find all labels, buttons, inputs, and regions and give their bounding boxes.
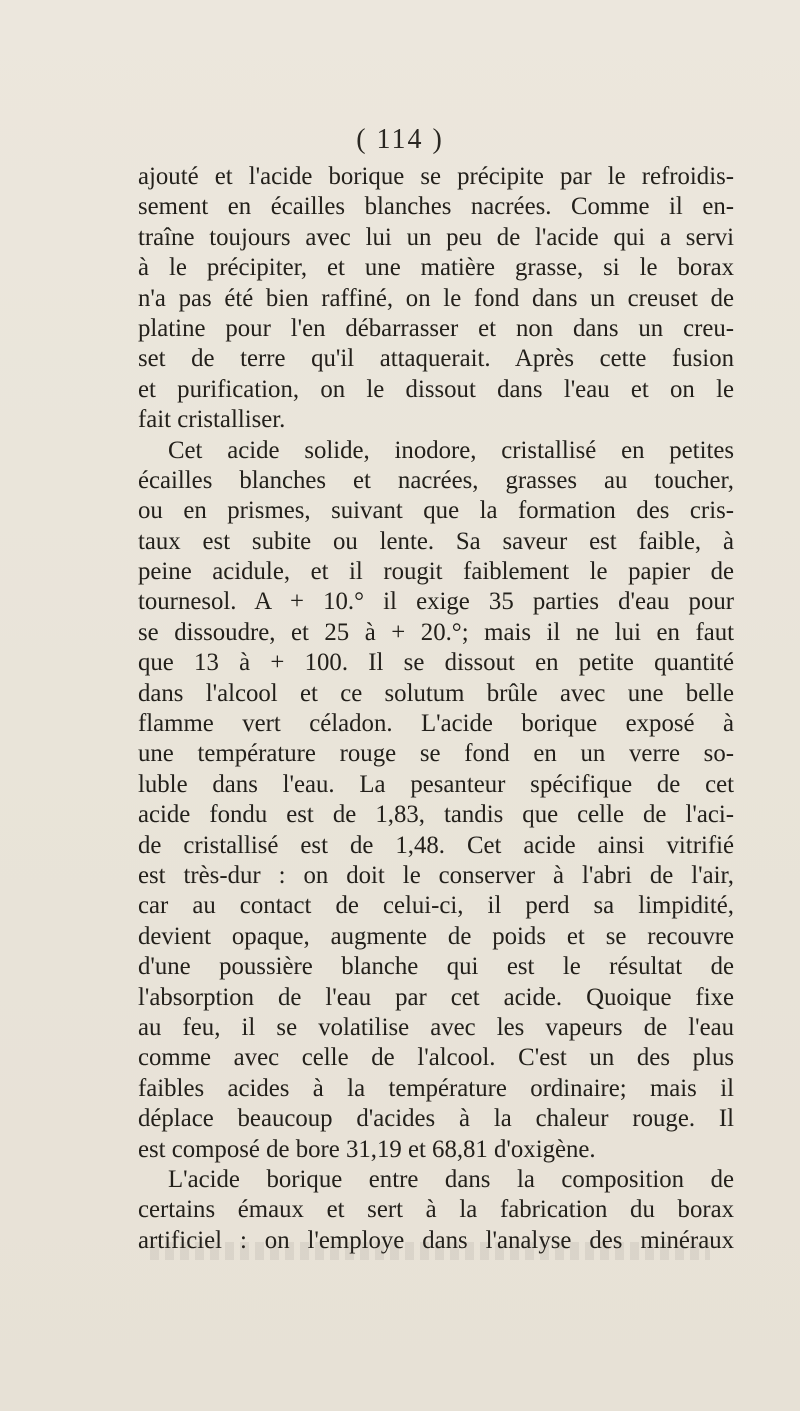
text-line: comme avec celle de l'alcool. C'est un des plus (138, 1044, 734, 1072)
text-line-paragraph-start: Cet acide solide, inodore, cristallisé en petites (168, 436, 734, 464)
text-line-paragraph-end: fait cristalliser. (138, 406, 286, 434)
text-line: une température rouge se fond en un verre so- (138, 740, 734, 768)
text-line: faibles acides à la température ordinaire; mais il (138, 1074, 734, 1102)
text-line: se dissoudre, et 25 à + 20.°; mais il ne lui en faut (138, 618, 734, 646)
text-line: que 13 à + 100. Il se dissout en petite quantité (138, 649, 734, 677)
text-line: déplace beaucoup d'acides à la chaleur rouge. Il (138, 1105, 734, 1133)
text-line: artificiel : on l'employe dans l'analyse des minéraux (138, 1226, 734, 1254)
text-line: tournesol. A + 10.° il exige 35 parties d'eau pour (138, 588, 734, 616)
body-text (138, 162, 734, 1256)
text-line: set de terre qu'il attaquerait. Après cette fusion (138, 345, 734, 373)
text-line: platine pour l'en débarrasser et non dans un creu- (138, 314, 734, 342)
show-through-trace (150, 1242, 710, 1260)
text-line: devient opaque, augmente de poids et se recouvre (138, 922, 734, 950)
text-line: peine acidule, et il rougit faiblement le papier de (138, 558, 734, 586)
text-line: au feu, il se volatilise avec les vapeurs de l'eau (138, 1013, 734, 1041)
text-line: n'a pas été bien raffiné, on le fond dans un creuset de (138, 284, 734, 312)
text-line: acide fondu est de 1,83, tandis que celle de l'aci- (138, 801, 734, 829)
text-line: taux est subite ou lente. Sa saveur est faible, à (138, 527, 734, 555)
text-line-paragraph-start: L'acide borique entre dans la composition de (168, 1165, 734, 1193)
page-number: ( 114 ) (356, 124, 444, 155)
text-line: certains émaux et sert à la fabrication du borax (138, 1196, 734, 1224)
text-line: sement en écailles blanches nacrées. Comme il en- (138, 193, 734, 221)
text-line: d'une poussière blanche qui est le résultat de (138, 953, 734, 981)
text-line: est très-dur : on doit le conserver à l'abri de l'air, (138, 861, 734, 889)
text-line: ajouté et l'acide borique se précipite par le refroidis- (138, 163, 734, 190)
text-line: de cristallisé est de 1,48. Cet acide ainsi vitrifié (138, 831, 734, 859)
text-line: dans l'alcool et ce solutum brûle avec une belle (138, 679, 734, 707)
text-line: et purification, on le dissout dans l'eau et on le (138, 375, 734, 403)
text-line: ou en prismes, suivant que la formation des cris- (138, 497, 734, 525)
text-line: luble dans l'eau. La pesanteur spécifique de cet (138, 770, 734, 798)
text-line: car au contact de celui-ci, il perd sa limpidité, (138, 892, 734, 920)
text-line: traîne toujours avec lui un peu de l'acide qui a servi (138, 223, 734, 251)
text-line: à le précipiter, et une matière grasse, si le borax (138, 254, 734, 282)
text-line: l'absorption de l'eau par cet acide. Quoique fixe (138, 983, 734, 1011)
text-line-paragraph-end: est composé de bore 31,19 et 68,81 d'oxigène. (138, 1135, 596, 1163)
text-line: écailles blanches et nacrées, grasses au toucher, (138, 466, 734, 494)
text-line: flamme vert céladon. L'acide borique exposé à (138, 710, 734, 738)
